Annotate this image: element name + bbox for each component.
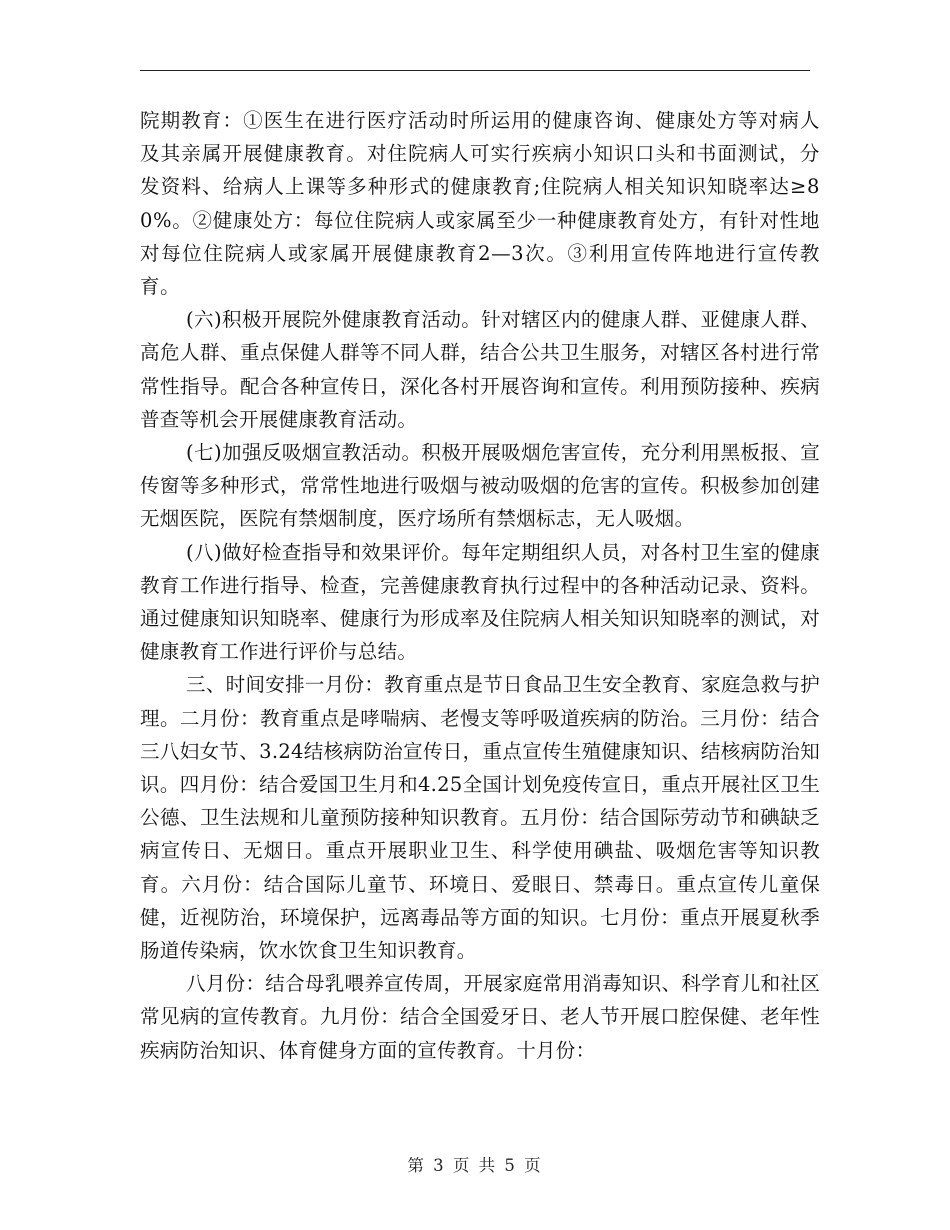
footer-middle: 页 共 — [452, 1156, 498, 1175]
footer-total-pages: 5 — [504, 1156, 517, 1175]
footer-prefix: 第 — [407, 1156, 426, 1175]
paragraph-schedule: 三、时间安排一月份：教育重点是节日食品卫生安全教育、家庭急救与护理。二月份：教育重点是哮喘病、老慢支等呼吸道疾病的防治。三月份：结合三八妇女节、3.24结核病防治宣传日，重点宣传生殖健康知识、结核病防治知识。四月份：结合爱国卫生月和4.25全国计划免疫传宣日，重点开展社区卫生公德、卫生法规和儿童预防接种知识教育。五月份：结合国际劳动节和碘缺乏病宣传日、无烟日。重点开展职业卫生、科学使用碘盐、吸烟危害等知识教育。六月份：结合国际儿童节、环境日、爱眼日、禁毒日。重点宣传儿童保健，近视防治，环境保护，远离毒品等方面的知识。七月份：重点开展夏秋季肠道传染病，饮水饮食卫生知识教育。 — [140, 673, 820, 963]
header-rule — [140, 70, 810, 71]
paragraph-schedule-continued: 八月份：结合母乳喂养宣传周，开展家庭常用消毒知识、科学育儿和社区常见病的宣传教育。九月份：结合全国爱牙日、老人节开展口腔保健、老年性疾病防治知识、体育健身方面的宣传教育。十月份： — [140, 972, 820, 1062]
paragraph-evaluation: (八)做好检查指导和效果评价。每年定期组织人员，对各村卫生室的健康教育工作进行指导、检查，完善健康教育执行过程中的各种活动记录、资料。通过健康知识知晓率、健康行为形成率及住院病人相关知识知晓率的测试，对健康教育工作进行评价与总结。 — [140, 540, 820, 664]
page-footer — [0, 1152, 950, 1176]
paragraph-anti-smoking: (七)加强反吸烟宣教活动。积极开展吸烟危害宣传，充分利用黑板报、宣传窗等多种形式，常常性地进行吸烟与被动吸烟的危害的宣传。积极参加创建无烟医院，医院有禁烟制度，医疗场所有禁烟标志，无人吸烟。 — [140, 441, 820, 531]
footer-page-number: 3 — [433, 1156, 446, 1175]
footer-suffix: 页 — [524, 1156, 543, 1175]
document-body — [140, 104, 820, 1067]
paragraph-outpatient-activities: (六)积极开展院外健康教育活动。针对辖区内的健康人群、亚健康人群、高危人群、重点保健人群等不同人群，结合公共卫生服务，对辖区各村进行常常性指导。配合各种宣传日，深化各村开展咨询和宣传。利用预防接种、疾病普查等机会开展健康教育活动。 — [140, 308, 820, 431]
paragraph-inpatient-education: 院期教育：①医生在进行医疗活动时所运用的健康咨询、健康处方等对病人及其亲属开展健康教育。对住院病人可实行疾病小知识口头和书面测试，分发资料、给病人上课等多种形式的健康教育;住院病人相关知识知晓率达≥80%。②健康处方：每位住院病人或家属至少一种健康教育处方，有针对性地对每位住院病人或家属开展健康教育2—3次。③利用宣传阵地进行宣传教育。 — [140, 109, 820, 299]
